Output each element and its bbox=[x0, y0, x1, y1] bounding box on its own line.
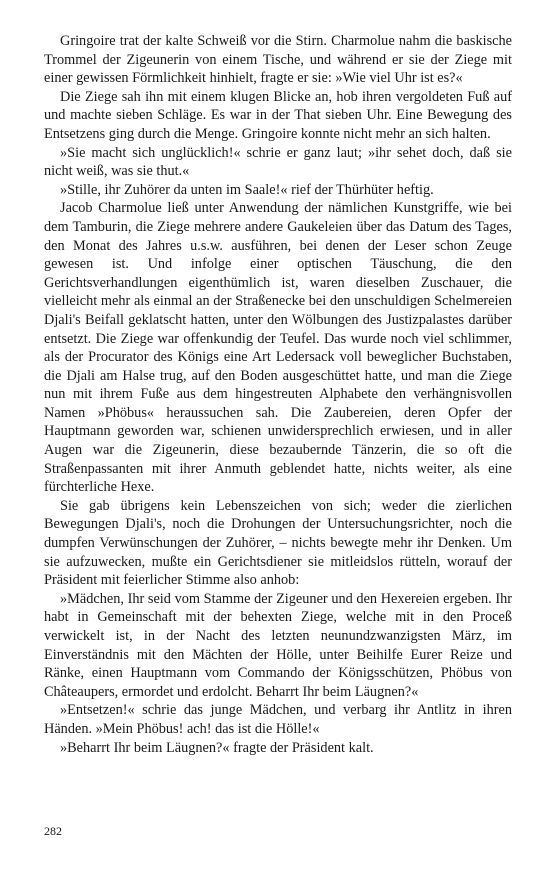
paragraph: »Stille, ihr Zuhörer da unten im Saale!« rief der Thürhüter heftig. bbox=[60, 181, 434, 198]
paragraph: Gringoire trat der kalte Schweiß vor die Stirn. Charmolue nahm die baskische Trommel der Zigeunerin von einem Tische, und während er sie der Ziege mit einer gewissen Förmlichkeit hinhielt, fragte er sie: »Wie viel Uhr ist es?« bbox=[44, 33, 512, 87]
paragraph: Die Ziege sah ihn mit einem klugen Blicke an, hob ihren vergoldeten Fuß auf und machte sieben Schläge. Es war in der That sieben Uhr. Eine Bewegung des Entsetzens ging durch die Menge. Gringoire konnte nicht mehr an sich halten. bbox=[44, 88, 512, 142]
paragraph: Jacob Charmolue ließ unter Anwendung der nämlichen Kunstgriffe, wie bei dem Tamburin, die Ziege mehrere andere Gaukeleien über das Datum des Tages, den Monat des Jahres u.s.w. ausführen, bei denen der Leser schon Zeuge gewesen ist. Und infolge einer optischen Täuschung, die den Gerichtsverhandlungen eigenthümlich ist, waren dieselben Zuschauer, die vielleicht mehr als einmal an der Straßenecke bei den unschuldigen Schelmereien Djali's Beifall geklatscht hatten, unter den Wölbungen des Justizpalastes darüber entsetzt. Die Ziege war offenkundig der Teufel. Das wurde noch viel schlimmer, als der Procurator des Königs eine Art Ledersack voll beweglicher Buchstaben, die Djali am Halse trug, auf den Boden ausgeschüttet hatte, und man die Ziege nun mit ihrem Fuße aus dem hingestreuten Alphabete den verhängnisvollen Namen »Phöbus« heraussuchen sah. Die Zaubereien, deren Opfer der Hauptmann geworden war, schienen unwidersprechlich erwiesen, und in aller Augen war die Zigeunerin, diese bezaubernde Tänzerin, die so oft die Straßenpassanten mit ihrer Anmuth geblendet hatte, nichts weiter, als eine fürchterliche Hexe. bbox=[44, 200, 512, 496]
paragraph: »Mädchen, Ihr seid vom Stamme der Zigeuner und den Hexereien ergeben. Ihr habt in Gemeinschaft mit der behexten Ziege, welche mit in den Proceß verwickelt ist, in der Nacht des letzten neunundzwanzigsten März, im Einverständnis mit den Mächten der Hölle, unter Beihilfe Eurer Reize und Ränke, einen Hauptmann vom Commando der Königsschützen, Phöbus von Châteaupers, ermordet und erdolcht. Beharrt Ihr beim Läugnen?« bbox=[44, 590, 512, 700]
page-number: 282 bbox=[44, 824, 62, 838]
body-text bbox=[44, 32, 512, 757]
paragraph: »Beharrt Ihr beim Läugnen?« fragte der Präsident kalt. bbox=[60, 739, 374, 756]
paragraph: Sie gab übrigens kein Lebenszeichen von sich; weder die zierlichen Bewegungen Djali's, noch die Drohungen der Untersuchungsrichter, noch die dumpfen Verwünschungen der Zuhörer, – nichts bewegte mehr ihr Denken. Um sie aufzuwecken, mußte ein Gerichtsdiener sie mitleidslos rütteln, worauf der Präsident mit feierlicher Stimme also anhob: bbox=[44, 497, 512, 589]
paragraph: »Entsetzen!« schrie das junge Mädchen, und verbarg ihr Antlitz in ihren Händen. »Mein Phöbus! ach! das ist die Hölle!« bbox=[44, 702, 512, 737]
paragraph: »Sie macht sich unglücklich!« schrie er ganz laut; »ihr sehet doch, daß sie nicht weiß, was sie thut.« bbox=[44, 144, 512, 180]
